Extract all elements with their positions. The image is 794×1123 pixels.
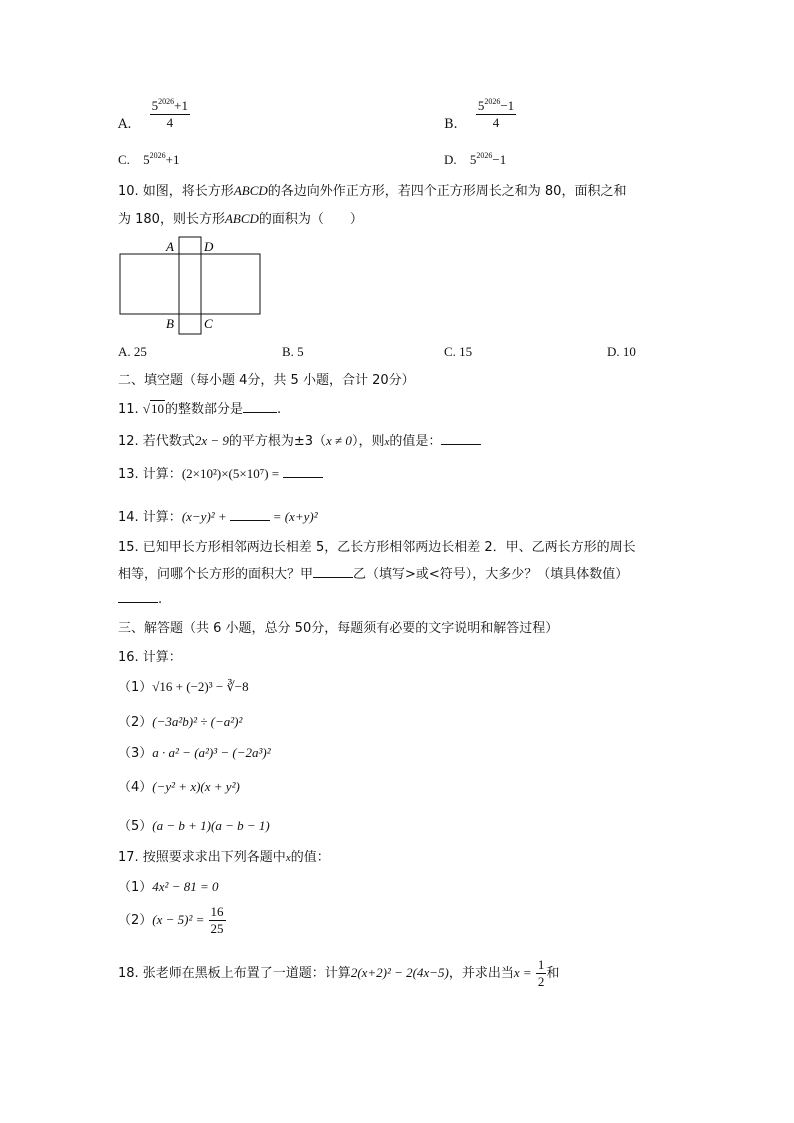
q10-option-d: D. 10 bbox=[607, 344, 636, 359]
q15-line2 bbox=[118, 563, 628, 582]
denominator: 2 bbox=[537, 974, 545, 989]
text: 12. 若代数式 bbox=[118, 434, 195, 449]
option-label: B. bbox=[444, 117, 458, 132]
q10-option-a: A. 25 bbox=[118, 344, 147, 359]
q18 bbox=[118, 957, 559, 990]
q10-option-c: C. 15 bbox=[444, 344, 473, 359]
numerator: 16 bbox=[210, 904, 224, 919]
expression-right: = (x+y)² bbox=[272, 509, 318, 524]
q16-item-1 bbox=[118, 676, 249, 695]
rect-name: ABCD bbox=[224, 211, 259, 226]
label-B: B bbox=[166, 316, 174, 331]
item-expression: (−3a²b)² ÷ (−a²)² bbox=[152, 714, 243, 729]
tail: −1 bbox=[500, 98, 515, 113]
horizontal-rectangle bbox=[120, 254, 260, 314]
text: 的各边向外作正方形，若四个正方形周长之和为 80，面积之和 bbox=[267, 184, 627, 199]
q16-item-4 bbox=[118, 776, 240, 795]
text: ），则 bbox=[351, 434, 385, 449]
answer-blank[interactable] bbox=[243, 400, 277, 413]
text: 的平方根为±3（ bbox=[228, 434, 327, 449]
label-D: D bbox=[204, 239, 214, 254]
fraction bbox=[150, 98, 190, 131]
q11 bbox=[118, 398, 281, 417]
base: 5 bbox=[469, 152, 477, 167]
q15-line3 bbox=[118, 590, 162, 607]
base: 5 bbox=[143, 152, 150, 167]
q13 bbox=[118, 463, 323, 482]
item-expression: a · a² − (a²)³ − (−2a³)² bbox=[152, 745, 271, 760]
q10-line1 bbox=[118, 180, 626, 199]
text: . bbox=[158, 592, 163, 607]
text: ，并求出当 bbox=[448, 966, 514, 981]
q9-option-b bbox=[444, 98, 516, 131]
variable: x bbox=[384, 436, 390, 448]
text: 14. 计算： bbox=[118, 510, 182, 525]
answer-blank[interactable] bbox=[313, 565, 353, 578]
section-heading-solve: 三、解答题（共 6 小题，总分 50分，每题须有必要的文字说明和解答过程） bbox=[118, 621, 559, 636]
item-label: （1） bbox=[118, 880, 153, 895]
fraction bbox=[536, 957, 547, 990]
exponent: 2026 bbox=[476, 151, 493, 160]
expression: (2×10²)×(5×10⁷) = bbox=[181, 466, 280, 481]
option-label: A. bbox=[118, 117, 132, 132]
base: 5 bbox=[151, 98, 159, 113]
rect-name: ABCD bbox=[233, 183, 268, 198]
question-number: 11. bbox=[118, 402, 139, 417]
q14 bbox=[118, 506, 318, 525]
text: 18. 张老师在黑板上布置了一道题：计算 bbox=[118, 966, 351, 981]
text: 17. 按照要求求出下列各题中 bbox=[118, 850, 286, 865]
exponent: 2026 bbox=[484, 97, 501, 106]
item-label: （4） bbox=[118, 780, 153, 795]
item-label: （3） bbox=[118, 746, 153, 761]
denominator: 25 bbox=[210, 921, 224, 936]
item-label: （1） bbox=[118, 680, 153, 695]
q16-item-2 bbox=[118, 711, 242, 730]
item-expression: 4x² − 81 = 0 bbox=[152, 879, 219, 894]
text: 相等，问哪个长方形的面积大？甲 bbox=[118, 567, 314, 582]
variable: x bbox=[285, 852, 291, 864]
expression-left: (x−y)² + bbox=[181, 509, 227, 524]
q15-line1: 15. 已知甲长方形相邻两边长相差 5，乙长方形相邻两边长相差 2．甲、乙两长方形的周长 bbox=[118, 540, 636, 555]
tail: +1 bbox=[174, 98, 189, 113]
radicand: 10 bbox=[150, 401, 164, 416]
answer-blank[interactable] bbox=[118, 590, 158, 603]
base: 5 bbox=[477, 98, 485, 113]
denominator: 4 bbox=[166, 115, 174, 130]
q9-option-c bbox=[118, 152, 180, 168]
text: 乙（填写>或<符号），大多少？（填具体数值） bbox=[353, 567, 629, 582]
q12 bbox=[118, 430, 481, 449]
expression: 2x − 9 bbox=[194, 433, 229, 448]
text: 为 180，则长方形 bbox=[118, 212, 225, 227]
expression: 2(x+2)² − 2(4x−5) bbox=[350, 965, 449, 980]
q16-item-5 bbox=[118, 815, 270, 834]
answer-blank[interactable] bbox=[230, 508, 270, 521]
condition: x ≠ 0 bbox=[326, 433, 352, 448]
q16-title: 16. 计算： bbox=[118, 650, 182, 665]
item-expression: √16 + (−2)³ − ∛−8 bbox=[152, 679, 249, 694]
label-C: C bbox=[204, 316, 213, 331]
item-label: （2） bbox=[118, 715, 153, 730]
q17-item-2 bbox=[118, 904, 226, 937]
numerator: 1 bbox=[537, 957, 545, 972]
text: 的整数部分是 bbox=[164, 402, 243, 417]
q17-title bbox=[118, 846, 330, 865]
fraction bbox=[476, 98, 516, 131]
fraction bbox=[209, 904, 226, 937]
expression: x = bbox=[513, 965, 532, 980]
item-expression: (−y² + x)(x + y²) bbox=[152, 779, 240, 794]
q10-line2 bbox=[118, 208, 363, 227]
q10-figure bbox=[115, 232, 275, 340]
q16-item-3 bbox=[118, 742, 271, 761]
denominator: 4 bbox=[492, 115, 500, 130]
q17-item-1 bbox=[118, 876, 219, 895]
exponent: 2026 bbox=[149, 151, 166, 160]
answer-blank[interactable] bbox=[283, 465, 323, 478]
label-A: A bbox=[166, 239, 174, 254]
item-expression: (a − b + 1)(a − b − 1) bbox=[152, 818, 270, 833]
answer-blank[interactable] bbox=[441, 432, 481, 445]
item-expression: (x − 5)² = bbox=[152, 912, 205, 927]
section-heading-fill-in: 二、填空题（每小题 4分，共 5 小题，合计 20分） bbox=[118, 373, 415, 388]
text: 13. 计算： bbox=[118, 467, 182, 482]
tail: +1 bbox=[165, 152, 180, 167]
sqrt-expression: √10 bbox=[142, 401, 164, 416]
option-label: D. bbox=[444, 152, 457, 167]
text: 的值是： bbox=[389, 434, 442, 449]
q9-option-d bbox=[444, 152, 506, 168]
tail: −1 bbox=[492, 152, 507, 167]
exponent: 2026 bbox=[158, 97, 175, 106]
item-label: （2） bbox=[118, 913, 153, 928]
text: . bbox=[276, 402, 282, 417]
text: 的面积为（ ） bbox=[258, 212, 363, 227]
text: 和 bbox=[546, 966, 560, 981]
q9-option-a bbox=[118, 98, 190, 131]
text: 的值： bbox=[290, 850, 330, 865]
vertical-rectangle bbox=[179, 237, 201, 334]
text: 10. 如图，将长方形 bbox=[118, 184, 234, 199]
q10-option-b: B. 5 bbox=[282, 344, 304, 359]
option-label: C. bbox=[118, 152, 130, 167]
item-label: （5） bbox=[118, 819, 153, 834]
